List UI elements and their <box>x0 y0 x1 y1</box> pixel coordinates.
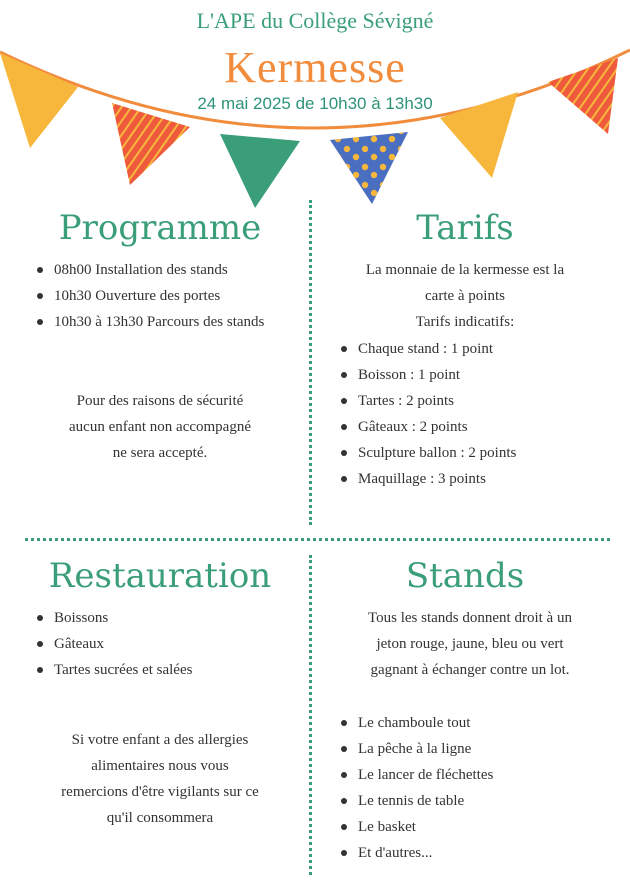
horizontal-divider <box>25 538 610 541</box>
list-item: Tartes : 2 points <box>338 388 608 414</box>
stands-title: Stands <box>405 556 525 596</box>
tarifs-title: Tarifs <box>416 208 514 248</box>
programme-note: Pour des raisons de sécurité aucun enfant non accompagné ne sera accepté. <box>69 393 251 461</box>
list-item: Et d'autres... <box>338 840 608 866</box>
programme-title: Programme <box>58 208 262 248</box>
list-item: Sculpture ballon : 2 points <box>338 440 608 466</box>
list-item: Le tennis de table <box>338 788 608 814</box>
list-item: Le chamboule tout <box>338 710 608 736</box>
tarifs-intro: La monnaie de la kermesse est la carte à points Tarifs indicatifs: <box>365 262 565 330</box>
list-item: 10h30 à 13h30 Parcours des stands <box>34 309 304 335</box>
vertical-divider-bottom <box>309 555 312 875</box>
restauration-note: Si votre enfant a des allergies alimentaires nous vous remercions d'être vigilants sur ce qu'il consommera <box>61 732 259 826</box>
flag-green <box>220 134 300 208</box>
organizer-name: L'APE du Collège Sévigné <box>196 8 434 33</box>
programme-list <box>34 257 304 335</box>
list-item: Boisson : 1 point <box>338 362 608 388</box>
flag-blue-dots-overlay <box>330 132 408 204</box>
list-item: Gâteaux <box>34 631 304 657</box>
list-item: Chaque stand : 1 point <box>338 336 608 362</box>
list-item: Tartes sucrées et salées <box>34 657 304 683</box>
list-item: La pêche à la ligne <box>338 736 608 762</box>
restauration-title: Restauration <box>48 556 272 596</box>
list-item: Gâteaux : 2 points <box>338 414 608 440</box>
tarifs-list <box>338 336 608 492</box>
list-item: 08h00 Installation des stands <box>34 257 304 283</box>
event-date: 24 mai 2025 de 10h30 à 13h30 <box>197 94 433 113</box>
list-item: Boissons <box>34 605 304 631</box>
list-item: Maquillage : 3 points <box>338 466 608 492</box>
list-item: Le lancer de fléchettes <box>338 762 608 788</box>
vertical-divider-top <box>309 200 312 525</box>
list-item: Le basket <box>338 814 608 840</box>
stands-list <box>338 710 608 866</box>
restauration-list <box>34 605 304 683</box>
event-title: Kermesse <box>224 43 406 92</box>
list-item: 10h30 Ouverture des portes <box>34 283 304 309</box>
stands-intro: Tous les stands donnent droit à un jeton rouge, jaune, bleu ou vert gagnant à échanger contre un lot. <box>368 610 572 678</box>
